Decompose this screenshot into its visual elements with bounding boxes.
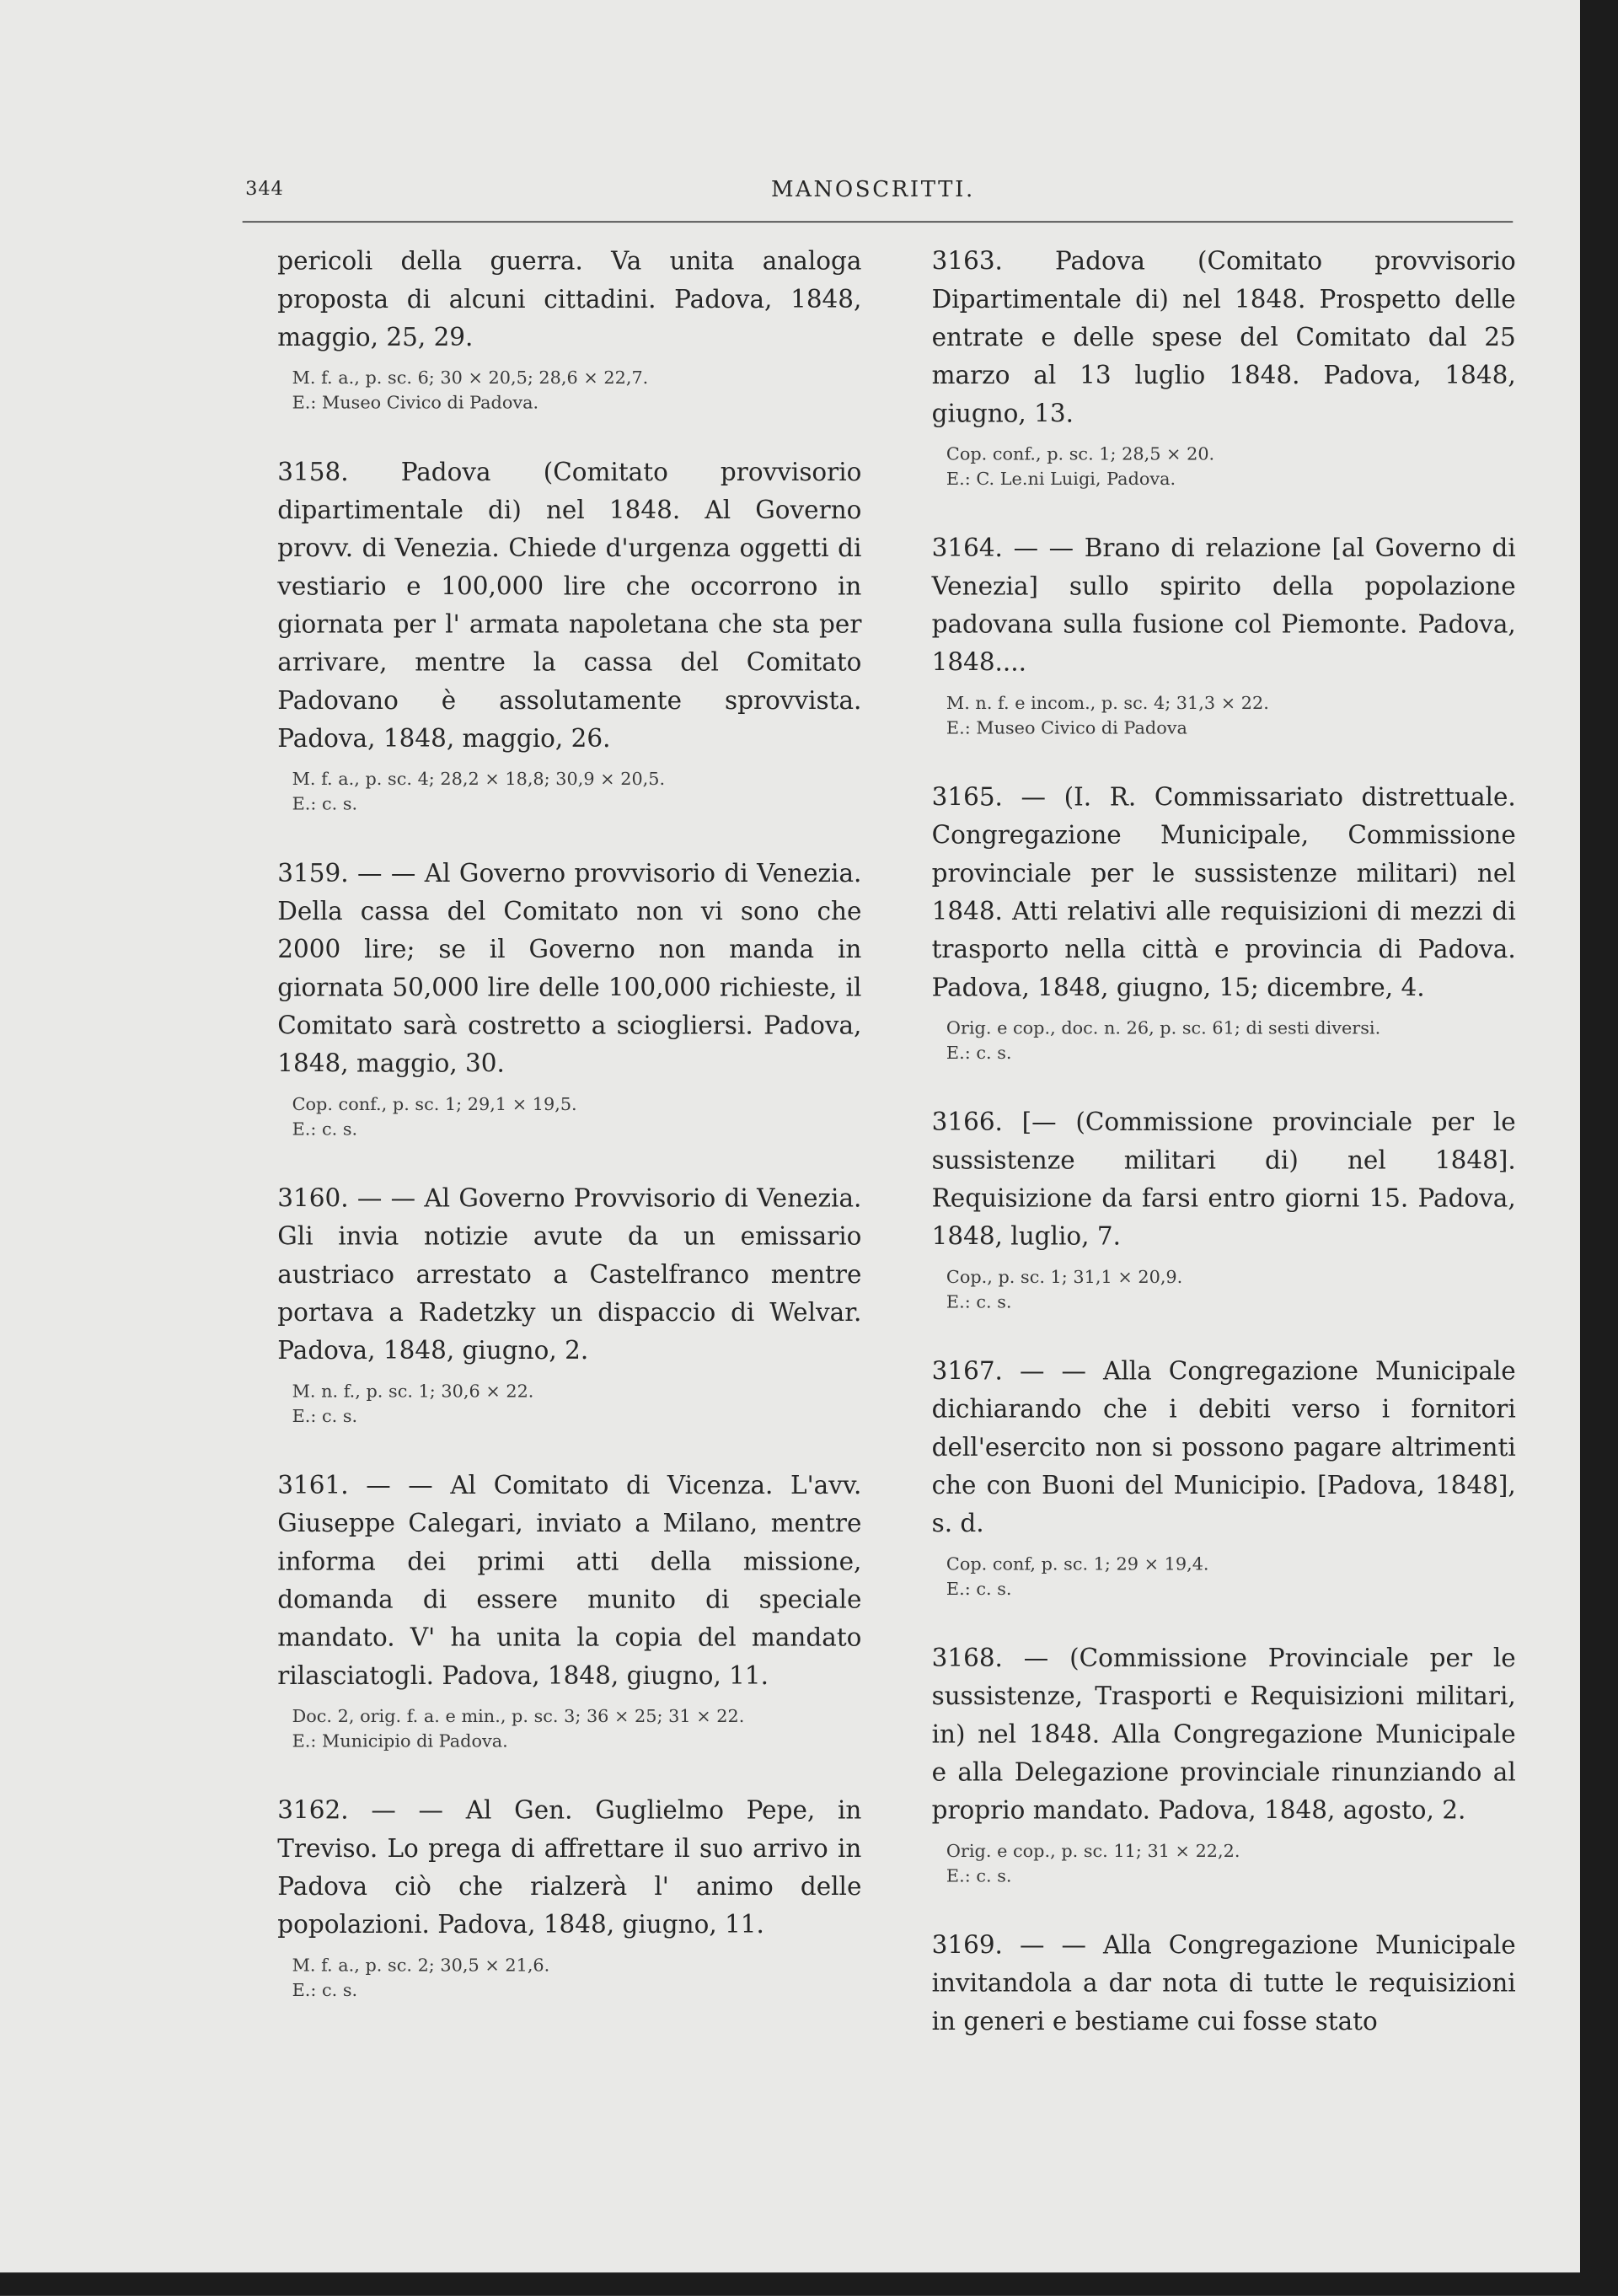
meta-line: M. f. a., p. sc. 4; 28,2 × 18,8; 30,9 × 20,5. xyxy=(292,769,666,790)
meta-line: M. n. f. e incom., p. sc. 4; 31,3 × 22. xyxy=(946,692,1269,714)
scan-edge-right xyxy=(1580,0,1618,2296)
entry-meta xyxy=(946,1839,1516,1889)
meta-line: E.: c. s. xyxy=(292,1405,358,1427)
entry-text: pericoli della guerra. Va unita analoga proposta di alcuni cittadini. Padova, 1848, maggio, 25, 29. xyxy=(277,247,862,353)
meta-line: E.: C. Le.ni Luigi, Padova. xyxy=(946,468,1176,490)
entry-meta xyxy=(292,1704,862,1754)
entry-text: 3159. — — Al Governo provvisorio di Venezia. Della cassa del Comitato non vi sono che 2000 lire; se il Governo non manda in giornata 50,000 lire delle 100,000 richieste, il Comitato sarà costretto a sciogliersi. Padova, 1848, maggio, 30. xyxy=(277,859,862,1080)
meta-line: Orig. e cop., doc. n. 26, p. sc. 61; di sesti diversi. xyxy=(946,1017,1381,1038)
header-rule xyxy=(243,221,1514,223)
meta-line: E.: Municipio di Padova. xyxy=(292,1730,508,1752)
meta-line: E.: c. s. xyxy=(946,1865,1012,1886)
entry-text: 3162. — — Al Gen. Guglielmo Pepe, in Treviso. Lo prega di affrettare il suo arrivo in Padova ciò che rialzerà l' animo delle popolazioni. Padova, 1848, giugno, 11. xyxy=(277,1796,862,1940)
meta-line: E.: c. s. xyxy=(946,1042,1012,1064)
entry-text: 3165. — (I. R. Commissariato distrettuale. Congregazione Municipale, Commissione provinciale per le sussistenze militari) nel 1848. Atti relativi alle requisizioni di mezzi di trasporto nella città e provincia di Padova. Padova, 1848, giugno, 15; dicembre, 4. xyxy=(931,783,1516,1003)
meta-line: E.: c. s. xyxy=(292,793,358,814)
catalog-entry xyxy=(932,1104,1516,1315)
meta-line: Cop., p. sc. 1; 31,1 × 20,9. xyxy=(946,1266,1183,1287)
meta-line: M. f. a., p. sc. 6; 30 × 20,5; 28,6 × 22,7. xyxy=(292,367,649,389)
catalog-entry xyxy=(277,243,861,416)
entry-meta xyxy=(946,1017,1516,1066)
meta-line: Cop. conf., p. sc. 1; 28,5 × 20. xyxy=(946,443,1215,464)
page-number: 344 xyxy=(245,178,284,201)
meta-line: Cop. conf, p. sc. 1; 29 × 19,4. xyxy=(946,1553,1209,1574)
running-title: MANOSCRITTI. xyxy=(770,175,975,202)
entry-meta xyxy=(946,443,1516,492)
entry-text: 3169. — — Alla Congregazione Municipale invitandola a dar nota di tutte le requisizioni in generi e bestiame cui fosse stato xyxy=(931,1931,1516,2037)
entry-text: 3166. [— (Commissione provinciale per le sussistenze militari di) nel 1848]. Requisizione da farsi entro giorni 15. Padova, 1848, luglio, 7. xyxy=(931,1108,1516,1253)
meta-line: E.: c. s. xyxy=(292,1979,358,2001)
meta-line: E.: c. s. xyxy=(946,1578,1012,1600)
scan-edge-bottom xyxy=(0,2272,1618,2296)
meta-line: E.: Museo Civico di Padova. xyxy=(292,392,539,413)
entry-meta xyxy=(946,1552,1516,1601)
meta-line: M. f. a., p. sc. 2; 30,5 × 21,6. xyxy=(292,1955,550,1976)
catalog-entry xyxy=(932,1640,1516,1889)
entry-text: 3158. Padova (Comitato provvisorio dipartimentale di) nel 1848. Al Governo provv. di Venezia. Chiede d'urgenza oggetti di vestiario e 100,000 lire che occorrono in giornata per l' armata napoletana che sta per arrivare, mentre la cassa del Comitato Padovano è assolutamente sprovvista. Padova, 1848, maggio, 26. xyxy=(277,458,862,754)
entry-meta xyxy=(946,691,1516,741)
meta-line: Cop. conf., p. sc. 1; 29,1 × 19,5. xyxy=(292,1093,577,1115)
entry-meta xyxy=(946,1265,1516,1315)
right-column xyxy=(932,243,1516,2079)
meta-line: E.: c. s. xyxy=(946,1291,1012,1312)
catalog-entry xyxy=(932,779,1516,1065)
entry-text: 3163. Padova (Comitato provvisorio Dipartimentale di) nel 1848. Prospetto delle entrate e delle spese del Comitato dal 25 marzo al 13 luglio 1848. Padova, 1848, giugno, 13. xyxy=(931,247,1516,429)
catalog-entry xyxy=(277,1180,861,1429)
entry-meta xyxy=(292,366,862,416)
entry-text: 3168. — (Commissione Provinciale per le sussistenze, Trasporti e Requisizioni militari, in) nel 1848. Alla Congregazione Municipale e alla Delegazione provinciale rinunziando al proprio mandato. Padova, 1848, agosto, 2. xyxy=(931,1644,1516,1827)
meta-line: E.: c. s. xyxy=(292,1118,358,1140)
entry-meta xyxy=(292,1953,862,2003)
catalog-entry xyxy=(932,530,1516,741)
entry-meta xyxy=(292,1092,862,1142)
catalog-entry xyxy=(277,1467,861,1754)
catalog-entry xyxy=(932,1353,1516,1601)
entry-text: 3161. — — Al Comitato di Vicenza. L'avv. Giuseppe Calegari, inviato a Milano, mentre informa dei primi atti della missione, domanda di essere munito di speciale mandato. V' ha unita la copia del mandato rilasciatogli. Padova, 1848, giugno, 11. xyxy=(277,1471,862,1692)
catalog-entry xyxy=(277,454,861,818)
catalog-entry xyxy=(277,856,861,1142)
meta-line: E.: Museo Civico di Padova xyxy=(946,717,1187,738)
catalog-entry xyxy=(277,1792,861,2003)
entry-text: 3164. — — Brano di relazione [al Governo di Venezia] sullo spirito della popolazione padovana sulla fusione col Piemonte. Padova, 1848.... xyxy=(931,534,1516,679)
entry-text: 3160. — — Al Governo Provvisorio di Venezia. Gli invia notizie avute da un emissario austriaco arrestato a Castelfranco mentre portava a Radetzky un dispaccio di Welvar. Padova, 1848, giugno, 2. xyxy=(277,1184,862,1366)
catalog-entry xyxy=(932,243,1516,491)
left-column xyxy=(277,243,861,2041)
meta-line: Orig. e cop., p. sc. 11; 31 × 22,2. xyxy=(946,1840,1240,1861)
meta-line: Doc. 2, orig. f. a. e min., p. sc. 3; 36 × 25; 31 × 22. xyxy=(292,1705,745,1727)
entry-meta xyxy=(292,767,862,817)
catalog-entry xyxy=(932,1927,1516,2041)
meta-line: M. n. f., p. sc. 1; 30,6 × 22. xyxy=(292,1381,534,1402)
entry-text: 3167. — — Alla Congregazione Municipale dichiarando che i debiti verso i fornitori dell'esercito non si possono pagare altrimenti che con Buoni del Municipio. [Padova, 1848], s. d. xyxy=(931,1357,1516,1539)
entry-meta xyxy=(292,1379,862,1429)
